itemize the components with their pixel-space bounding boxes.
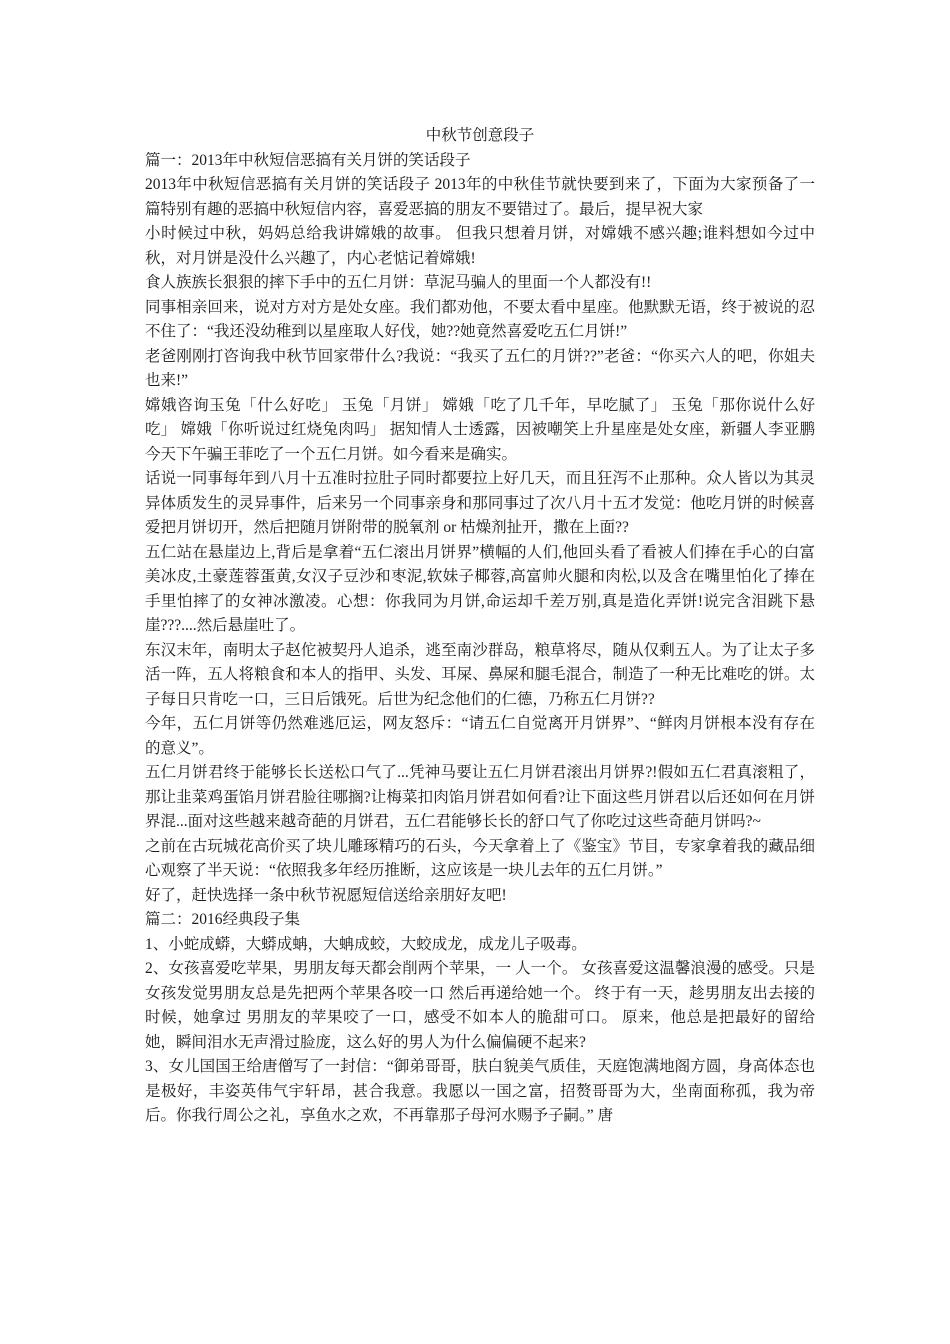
section-heading-2: 篇二：2016经典段子集 [145,911,301,928]
paragraph: 3、女儿国国王给唐僧写了一封信：“御弟哥哥，肤白貌美气质佳，天庭饱满地阁方圆，身高体态也是极好，丰姿英伟气宇轩昂，甚合我意。我愿以一国之富，招赘哥哥为大，坐南面称孤，我为帝后。你我行周公之礼，享鱼水之欢，不再靠那子母河水赐予子嗣。” 唐 [145,1058,815,1124]
section-heading-1: 篇一：2013年中秋短信恶搞有关月饼的笑话段子 [145,151,471,169]
paragraph: 小时候过中秋，妈妈总给我讲嫦娥的故事。 但我只想着月饼，对嫦娥不感兴趣;谁料想如今过中秋，对月饼是没什么兴趣了，内心老惦记着嫦娥! [145,225,815,267]
paragraph: 好了，赶快选择一条中秋节祝愿短信送给亲朋好友吧! [145,886,507,904]
paragraph: 五仁站在悬崖边上,背后是拿着“五仁滚出月饼界”横幅的人们,他回头看了看被人们捧在手心的白富美冰皮,土豪莲蓉蛋黄,女汉子豆沙和枣泥,软妹子椰蓉,高富帅火腿和肉松,以及含在嘴里怕化了捧在手里怕摔了的女神冰激凌。心想：你我同为月饼,命运却千差万别,真是造化弄饼!说完含泪跳下悬崖???....然后悬崖吐了。 [145,543,815,634]
paragraph: 东汉末年，南明太子赵佗被契丹人追杀，逃至南沙群岛，粮草将尽，随从仅剩五人。为了让太子多活一阵，五人将粮食和本人的指甲、头发、耳屎、鼻屎和腿毛混合，制造了一种无比难吃的饼。太子每日只肯吃一口，三日后饿死。后世为纪念他们的仁德，乃称五仁月饼?? [145,641,815,708]
paragraph: 2、女孩喜爱吃苹果，男朋友每天都会削两个苹果，一 人一个。 女孩喜爱这温馨浪漫的感受。只是女孩发觉男朋友总是先把两个苹果各咬一口 然后再递给她一个。 终于有一天，趁男朋友出去接的时候，她拿过 男朋友的苹果咬了一口，感受不如本人的脆甜可口。 原来，他总是把最好的留给她，瞬间泪水无声滑过脸庞，这么好的男人为什么偏偏硬不起来? [145,960,815,1051]
document-body [145,124,815,1129]
paragraph: 1、小蛇成蟒，大蟒成蚺，大蚺成蛟，大蛟成龙，成龙儿子吸毒。 [145,935,587,953]
paragraph: 话说一同事每年到八月十五准时拉肚子同时都要拉上好几天，而且狂泻不止那种。众人皆以为其灵异体质发生的灵异事件，后来另一个同事亲身和那同事过了次八月十五才发觉：他吃月饼的时候喜爱把月饼切开，然后把随月饼附带的脱氧剂 or 枯燥剂扯开，撒在上面?? [145,470,815,536]
paragraph: 之前在古玩城花高价买了块儿雕琢精巧的石头，今天拿着上了《鉴宝》节目，专家拿着我的藏品细心观察了半天说：“依照我多年经历推断，这应该是一块儿去年的五仁月饼。” [145,837,815,879]
paragraph: 老爸刚刚打咨询我中秋节回家带什么?我说：“我买了五仁的月饼??”老爸：“你买六人的吧，你姐夫也来!” [145,347,815,389]
paragraph: 2013年中秋短信恶搞有关月饼的笑话段子 2013年的中秋佳节就快要到来了，下面为大家预备了一篇特别有趣的恶搞中秋短信内容，喜爱恶搞的朋友不要错过了。最后，提早祝大家 [145,176,815,218]
paragraph: 五仁月饼君终于能够长长送松口气了...凭神马要让五仁月饼君滚出月饼界?!假如五仁君真滚粗了，那让韭菜鸡蛋馅月饼君脸往哪搁?让梅菜扣肉馅月饼君如何看?让下面这些月饼君以后还如何在月饼界混...面对这些越来越奇葩的月饼君，五仁君能够长长的舒口气了你吃过这些奇葩月饼吗?~ [145,764,815,830]
paragraph: 今年，五仁月饼等仍然难逃厄运，网友怒斥：“请五仁自觉离开月饼界”、“鲜肉月饼根本没有存在的意义”。 [145,715,815,757]
paragraph: 嫦娥咨询玉兔「什么好吃」 玉兔「月饼」 嫦娥「吃了几千年，早吃腻了」 玉兔「那你说什么好吃」 嫦娥「你听说过红烧兔肉吗」 据知情人士透露，因被嘲笑上升星座是处女座，新疆人李亚鹏今天下午骗王菲吃了一个五仁月饼。如今看来是确实。 [145,396,815,463]
document-title: 中秋节创意段子 [425,127,535,144]
paragraph: 食人族族长狠狠的摔下手中的五仁月饼：草泥马骗人的里面一个人都没有!! [145,274,652,291]
paragraph: 同事相亲回来，说对方对方是处女座。我们都劝他，不要太看中星座。他默默无语，终于被说的忍不住了：“我还没幼稚到以星座取人好伐，她??她竟然喜爱吃五仁月饼!” [145,298,815,340]
